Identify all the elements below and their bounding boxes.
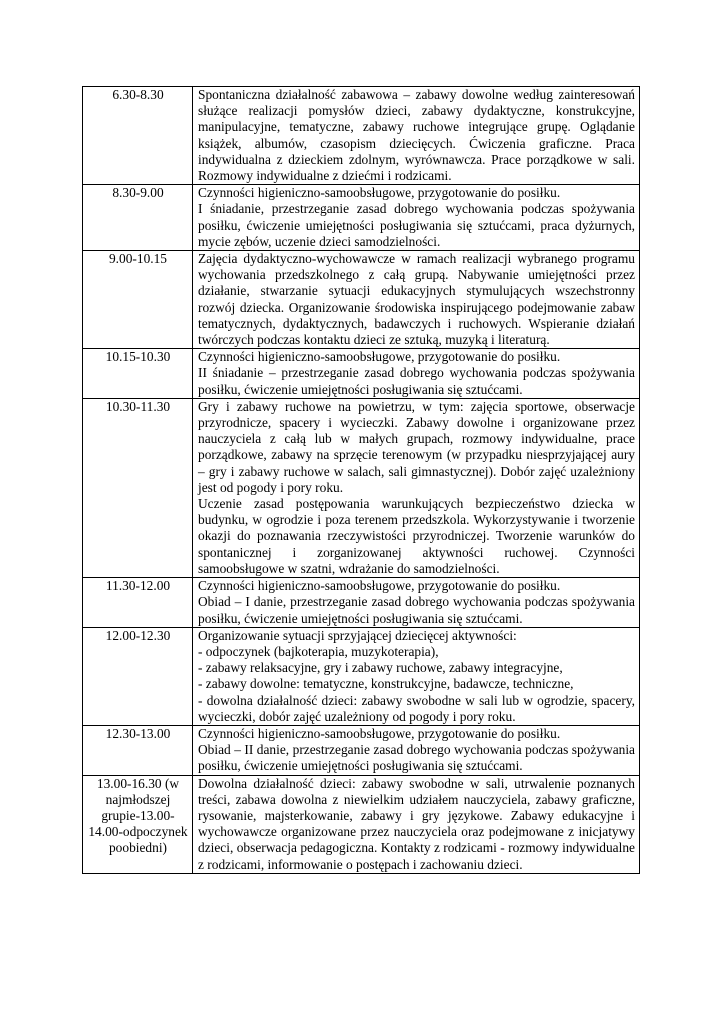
description-cell <box>193 87 640 185</box>
table-row <box>83 775 640 873</box>
time-cell: 11.30-12.00 <box>83 578 193 628</box>
description-paragraph: II śniadanie – przestrzeganie zasad dobrego wychowania podczas spożywania posiłku, ćwiczenie umiejętności posługiwania się sztućcami. <box>198 365 635 397</box>
time-cell: 13.00-16.30 (w najmłodszej grupie-13.00-14.00-odpoczynek poobiedni) <box>83 775 193 873</box>
time-cell: 10.15-10.30 <box>83 349 193 399</box>
description-paragraph: I śniadanie, przestrzeganie zasad dobrego wychowania podczas spożywania posiłku, ćwiczenie umiejętności posługiwania się sztućcami, praca dyżurnych, mycie zębów, uczenie dzieci samodzielności. <box>198 201 635 249</box>
description-paragraph: Organizowanie sytuacji sprzyjającej dziecięcej aktywności: <box>198 627 517 643</box>
time-cell: 12.00-12.30 <box>83 627 193 725</box>
description-paragraph: Gry i zabawy ruchowe na powietrzu, w tym: zajęcia sportowe, obserwacje przyrodnicze, spacery i wycieczki. Zabawy dowolne i organizowane przez nauczyciela z całą lub w małych grupach, rozmowy indywidualne, prace porządkowe, zabawy na sprzęcie terenowym (w przypadku niesprzyjającej aury – gry i zabawy ruchowe w salach, sali gimnastycznej). Dobór zajęć uzależniony jest od pogody i pory roku. <box>198 398 635 495</box>
description-paragraph: Spontaniczna działalność zabawowa – zabawy dowolne według zainteresowań służące realizacji pomysłów dzieci, zabawy dydaktyczne, konstrukcyjne, manipulacyjne, tematyczne, zabawy ruchowe integrujące grupę. Oglądanie książek, albumów, czasopism dziecięcych. Ćwiczenia graficzne. Praca indywidualna z dzieckiem zdolnym, wyrównawcza. Prace porządkowe w sali. Rozmowy indywidualne z dziećmi i rodzicami. <box>198 87 635 184</box>
description-cell <box>193 185 640 251</box>
description-paragraph: Obiad – I danie, przestrzeganie zasad dobrego wychowania podczas spożywania posiłku, ćwiczenie umiejętności posługiwania się sztućcami. <box>198 594 635 626</box>
table-row <box>83 725 640 775</box>
description-cell <box>193 725 640 775</box>
table-row <box>83 185 640 251</box>
table-row <box>83 578 640 628</box>
description-cell <box>193 349 640 399</box>
time-cell: 8.30-9.00 <box>83 185 193 251</box>
description-cell <box>193 578 640 628</box>
table-row <box>83 349 640 399</box>
list-item: - zabawy dowolne: tematyczne, konstrukcyjne, badawcze, techniczne, <box>198 676 574 692</box>
daily-schedule-table <box>82 86 640 874</box>
description-paragraph: Zajęcia dydaktyczno-wychowawcze w ramach realizacji wybranego programu wychowania przedszkolnego z całą grupą. Nabywanie umiejętności przez działanie, stwarzanie sytuacji edukacyjnych stymulujących wszechstronny rozwój dziecka. Organizowanie środowiska inspirującego podejmowanie zabaw tematycznych, dydaktycznych, badawczych i ruchowych. Wspieranie działań twórczych podczas kontaktu dzieci ze sztuką, muzyką i literaturą. <box>198 251 635 348</box>
description-cell <box>193 398 640 577</box>
table-row <box>83 251 640 349</box>
description-paragraph: Dowolna działalność dzieci: zabawy swobodne w sali, utrwalenie poznanych treści, zabawa dowolna z niewielkim udziałem nauczyciela, zabawy graficzne, rysowanie, majsterkowanie, zabawy i gry językowe. Zabawy edukacyjne i wychowawcze organizowane przez nauczyciela oraz podejmowane z inicjatywy dzieci, obserwacja pedagogiczna. Kontakty z rodzicami - rozmowy indywidualne z rodzicami, informowanie o postępach i zachowaniu dzieci. <box>198 775 635 872</box>
table-row <box>83 87 640 185</box>
description-cell <box>193 251 640 349</box>
description-paragraph: Obiad – II danie, przestrzeganie zasad dobrego wychowania podczas spożywania posiłku, ćwiczenie umiejętności posługiwania się sztućcami. <box>198 742 635 774</box>
description-paragraph: Czynności higieniczno-samoobsługowe, przygotowanie do posiłku. <box>198 349 561 365</box>
description-cell <box>193 775 640 873</box>
list-item: - dowolna działalność dzieci: zabawy swobodne w sali lub w ogrodzie, spacery, wycieczki, dobór zajęć uzależniony od pogody i pory roku. <box>198 692 635 724</box>
description-cell <box>193 627 640 725</box>
table-row <box>83 627 640 725</box>
document-page <box>82 86 640 874</box>
time-cell: 6.30-8.30 <box>83 87 193 185</box>
time-cell: 9.00-10.15 <box>83 251 193 349</box>
list-item: - odpoczynek (bajkoterapia, muzykoterapia), <box>198 643 439 659</box>
time-cell: 12.30-13.00 <box>83 725 193 775</box>
time-cell: 10.30-11.30 <box>83 398 193 577</box>
description-paragraph: Czynności higieniczno-samoobsługowe, przygotowanie do posiłku. <box>198 725 561 741</box>
description-paragraph: Czynności higieniczno-samoobsługowe, przygotowanie do posiłku. <box>198 578 561 594</box>
table-row <box>83 398 640 577</box>
list-item: - zabawy relaksacyjne, gry i zabawy ruchowe, zabawy integracyjne, <box>198 660 563 676</box>
description-paragraph: Czynności higieniczno-samoobsługowe, przygotowanie do posiłku. <box>198 185 561 201</box>
description-paragraph: Uczenie zasad postępowania warunkujących bezpieczeństwo dziecka w budynku, w ogrodzie i poza terenem przedszkola. Wykorzystywanie i tworzenie okazji do poznawania rzeczywistości przyrodniczej. Tworzenie warunków do spontanicznej i zorganizowanej aktywności ruchowej. Czynności samoobsługowe w szatni, wdrażanie do samodzielności. <box>198 496 635 576</box>
